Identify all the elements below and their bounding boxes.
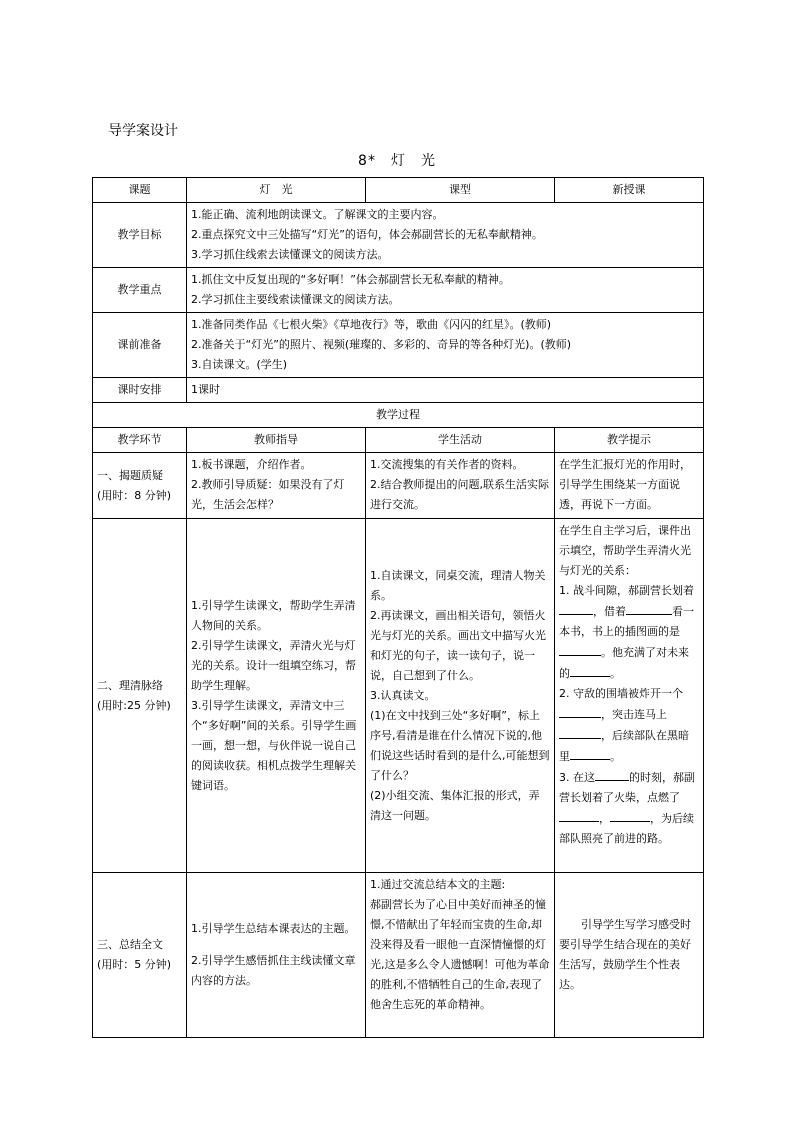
goals-label: 教学目标: [93, 203, 187, 268]
focus-row: [93, 268, 704, 313]
student-item: 郝副营长为了心目中美好而神圣的憧憬,不惜献出了年轻而宝贵的生命,却没来得及看一眼他一直深情憧憬的灯光,这是多么令人遗憾啊！可他为革命的胜利,不惜牺牲自己的生命,表现了他舍生忘死的革命精神。: [370, 898, 550, 1011]
prep-item: 1.准备同类作品《七根火柴》《草地夜行》等，歌曲《闪闪的红星》。(教师): [191, 318, 552, 331]
teacher-item: 2.引导学生读课文，弄清火光与灯光的关系。设计一组填空练习，帮助学生理解。: [191, 638, 356, 692]
goal-item: 3.学习抓住线索去读懂课文的阅读方法。: [191, 248, 389, 261]
fill-text: ，后续部队在黑暗里: [559, 729, 689, 763]
fill-text: 。他充满了对未来的: [559, 646, 689, 680]
teacher-item: 1.引导学生读课文，帮助学生弄清人物间的关系。: [191, 598, 356, 632]
tip-cell: 引导学生写学习感受时要引导学生结合现在的美好生活写，鼓励学生个性表达。: [555, 873, 704, 1038]
student-cell: [366, 519, 555, 873]
spacer: [191, 939, 361, 951]
teacher-item: 3.引导学生读课文，弄清文中三个“多好啊”间的关系。引导学生画一画，想一想，与伙伴说一说自己的阅读收获。相机点拨学生理解关键词语。: [191, 698, 357, 792]
fill-blank: [559, 601, 593, 615]
tip-cell: 在学生汇报灯光的作用时，引导学生围绕某一方面说透，再说下一方面。: [555, 453, 704, 519]
col-header-stage: 教学环节: [93, 428, 187, 453]
stage-row: [93, 873, 704, 1038]
stage-name: 三、总结全文: [97, 938, 163, 951]
lesson-plan-table: [92, 177, 704, 1038]
lesson-title: 8* 灯 光: [358, 153, 436, 169]
fill-text: 。: [610, 750, 621, 763]
schedule-row: [93, 378, 704, 403]
fill-blank: [626, 601, 672, 615]
fill-text: ，为后续部队照亮了前进的路。: [559, 812, 694, 845]
student-cell: [366, 453, 555, 519]
fill-blank: [559, 725, 601, 739]
stage-row: [93, 453, 704, 519]
stage-cell: [93, 873, 187, 1038]
schedule-label: 课时安排: [93, 378, 187, 403]
info-row: [93, 178, 704, 203]
fill-sentence-3: [559, 767, 699, 849]
fill-text: 的时刻，郝副营长划着了火柴，点燃了: [559, 771, 695, 804]
student-item: 2.再读课文，画出相关语句，领悟火光与灯光的关系。画出文中描写火光和灯光的句子，读一读句子，说一说，自己想到了什么。: [370, 608, 546, 682]
focus-item: 2.学习抓住主要线索读懂课文的阅读方法。: [191, 293, 400, 306]
stage-name: 二、理清脉络: [97, 678, 163, 692]
stage-time: (用时：5 分钟): [97, 958, 172, 971]
teacher-item: 2.引导学生感悟抓住主线读懂文章内容的方法。: [191, 954, 356, 987]
prep-label: 课前准备: [93, 313, 187, 378]
teacher-cell: [187, 453, 366, 519]
focus-label: 教学重点: [93, 268, 187, 313]
fill-blank: [610, 808, 650, 822]
goals-row: [93, 203, 704, 268]
fill-sentence-1: [559, 581, 699, 684]
prep-item: 2.准备关于“灯光”的照片、视频(璀璨的、多彩的、奇异的等各种灯光)。(教师): [191, 338, 572, 351]
stage-cell: [93, 453, 187, 519]
tip-intro: 在学生自主学习后，课件出示填空，帮助学生弄清火光与灯光的关系：: [559, 524, 691, 577]
process-header-row: [93, 428, 704, 453]
student-item: (1)在文中找到三处“多好啊”，标上序号,看清是谁在什么情况下说的,他们说这些话时看到的是什么,可能想到了什么？: [370, 708, 550, 782]
student-item: 2.结合教师提出的问题,联系生活实际进行交流。: [370, 478, 549, 511]
student-item: 3.认真读文。: [370, 688, 436, 702]
student-item: (2)小组交流、集体汇报的形式，弄清这一问题。: [370, 788, 540, 822]
goals-content: [187, 203, 704, 268]
teacher-item: 1.引导学生总结本课表达的主题。: [191, 922, 356, 935]
focus-content: [187, 268, 704, 313]
col-header-student: 学生活动: [366, 428, 555, 453]
stage-time: (用时：8 分钟): [97, 488, 172, 502]
fill-text: ，: [599, 812, 610, 825]
fill-text: 。: [610, 667, 621, 680]
doc-heading: 导学案设计: [108, 123, 178, 139]
student-item: 1.自读课文，同桌交流，理清人物关系。: [370, 568, 546, 602]
fill-text: 2. 守敌的围墙被炸开一个: [559, 687, 683, 700]
prep-row: [93, 313, 704, 378]
goal-item: 1.能正确、流利地朗读课文。了解课文的主要内容。: [191, 208, 444, 221]
fill-text: ，突击连马上: [601, 708, 667, 721]
topic-label: 课题: [93, 178, 187, 203]
fill-blank: [595, 767, 629, 781]
fill-text: 3. 在这: [559, 771, 595, 784]
teacher-item: 2.教师引导质疑：如果没有了灯光，生活会怎样？: [191, 478, 345, 511]
stage-name: 一、揭题质疑: [97, 468, 163, 482]
stage-time: (用时:25 分钟): [97, 698, 171, 712]
stage-cell: [93, 519, 187, 873]
tip-cell: [555, 519, 704, 873]
type-value: 新授课: [555, 178, 704, 203]
prep-item: 3.自读课文。(学生): [191, 358, 288, 371]
prep-content: [187, 313, 704, 378]
focus-item: 1.抓住文中反复出现的“多好啊！”体会郝副营长无私奉献的精神。: [191, 273, 510, 286]
fill-blank: [559, 704, 601, 718]
col-header-teacher: 教师指导: [187, 428, 366, 453]
teacher-cell: [187, 519, 366, 873]
fill-sentence-2: [559, 684, 699, 767]
type-label: 课型: [366, 178, 555, 203]
fill-text: ，借着: [593, 605, 626, 618]
fill-blank: [570, 746, 610, 760]
student-item: 1.通过交流总结本文的主题:: [370, 878, 506, 891]
topic-value: 灯 光: [187, 178, 366, 203]
stage-row: [93, 519, 704, 873]
process-title: 教学过程: [93, 403, 704, 428]
fill-blank: [559, 808, 599, 822]
col-header-tip: 教学提示: [555, 428, 704, 453]
fill-text: 看一本书，书上的插图画的是: [559, 605, 694, 638]
student-item: 1.交流搜集的有关作者的资料。: [370, 458, 524, 471]
process-title-row: [93, 403, 704, 428]
student-cell: [366, 873, 555, 1038]
fill-text: 1. 战斗间隙，郝副营长划着: [559, 584, 694, 597]
schedule-value: 1课时: [187, 378, 704, 403]
teacher-cell: [187, 873, 366, 1038]
fill-blank: [570, 663, 610, 677]
fill-blank: [559, 642, 601, 656]
teacher-item: 1.板书课题，介绍作者。: [191, 458, 312, 471]
goal-item: 2.重点探究文中三处描写“灯光”的语句，体会郝副营长的无私奉献精神。: [191, 228, 543, 241]
